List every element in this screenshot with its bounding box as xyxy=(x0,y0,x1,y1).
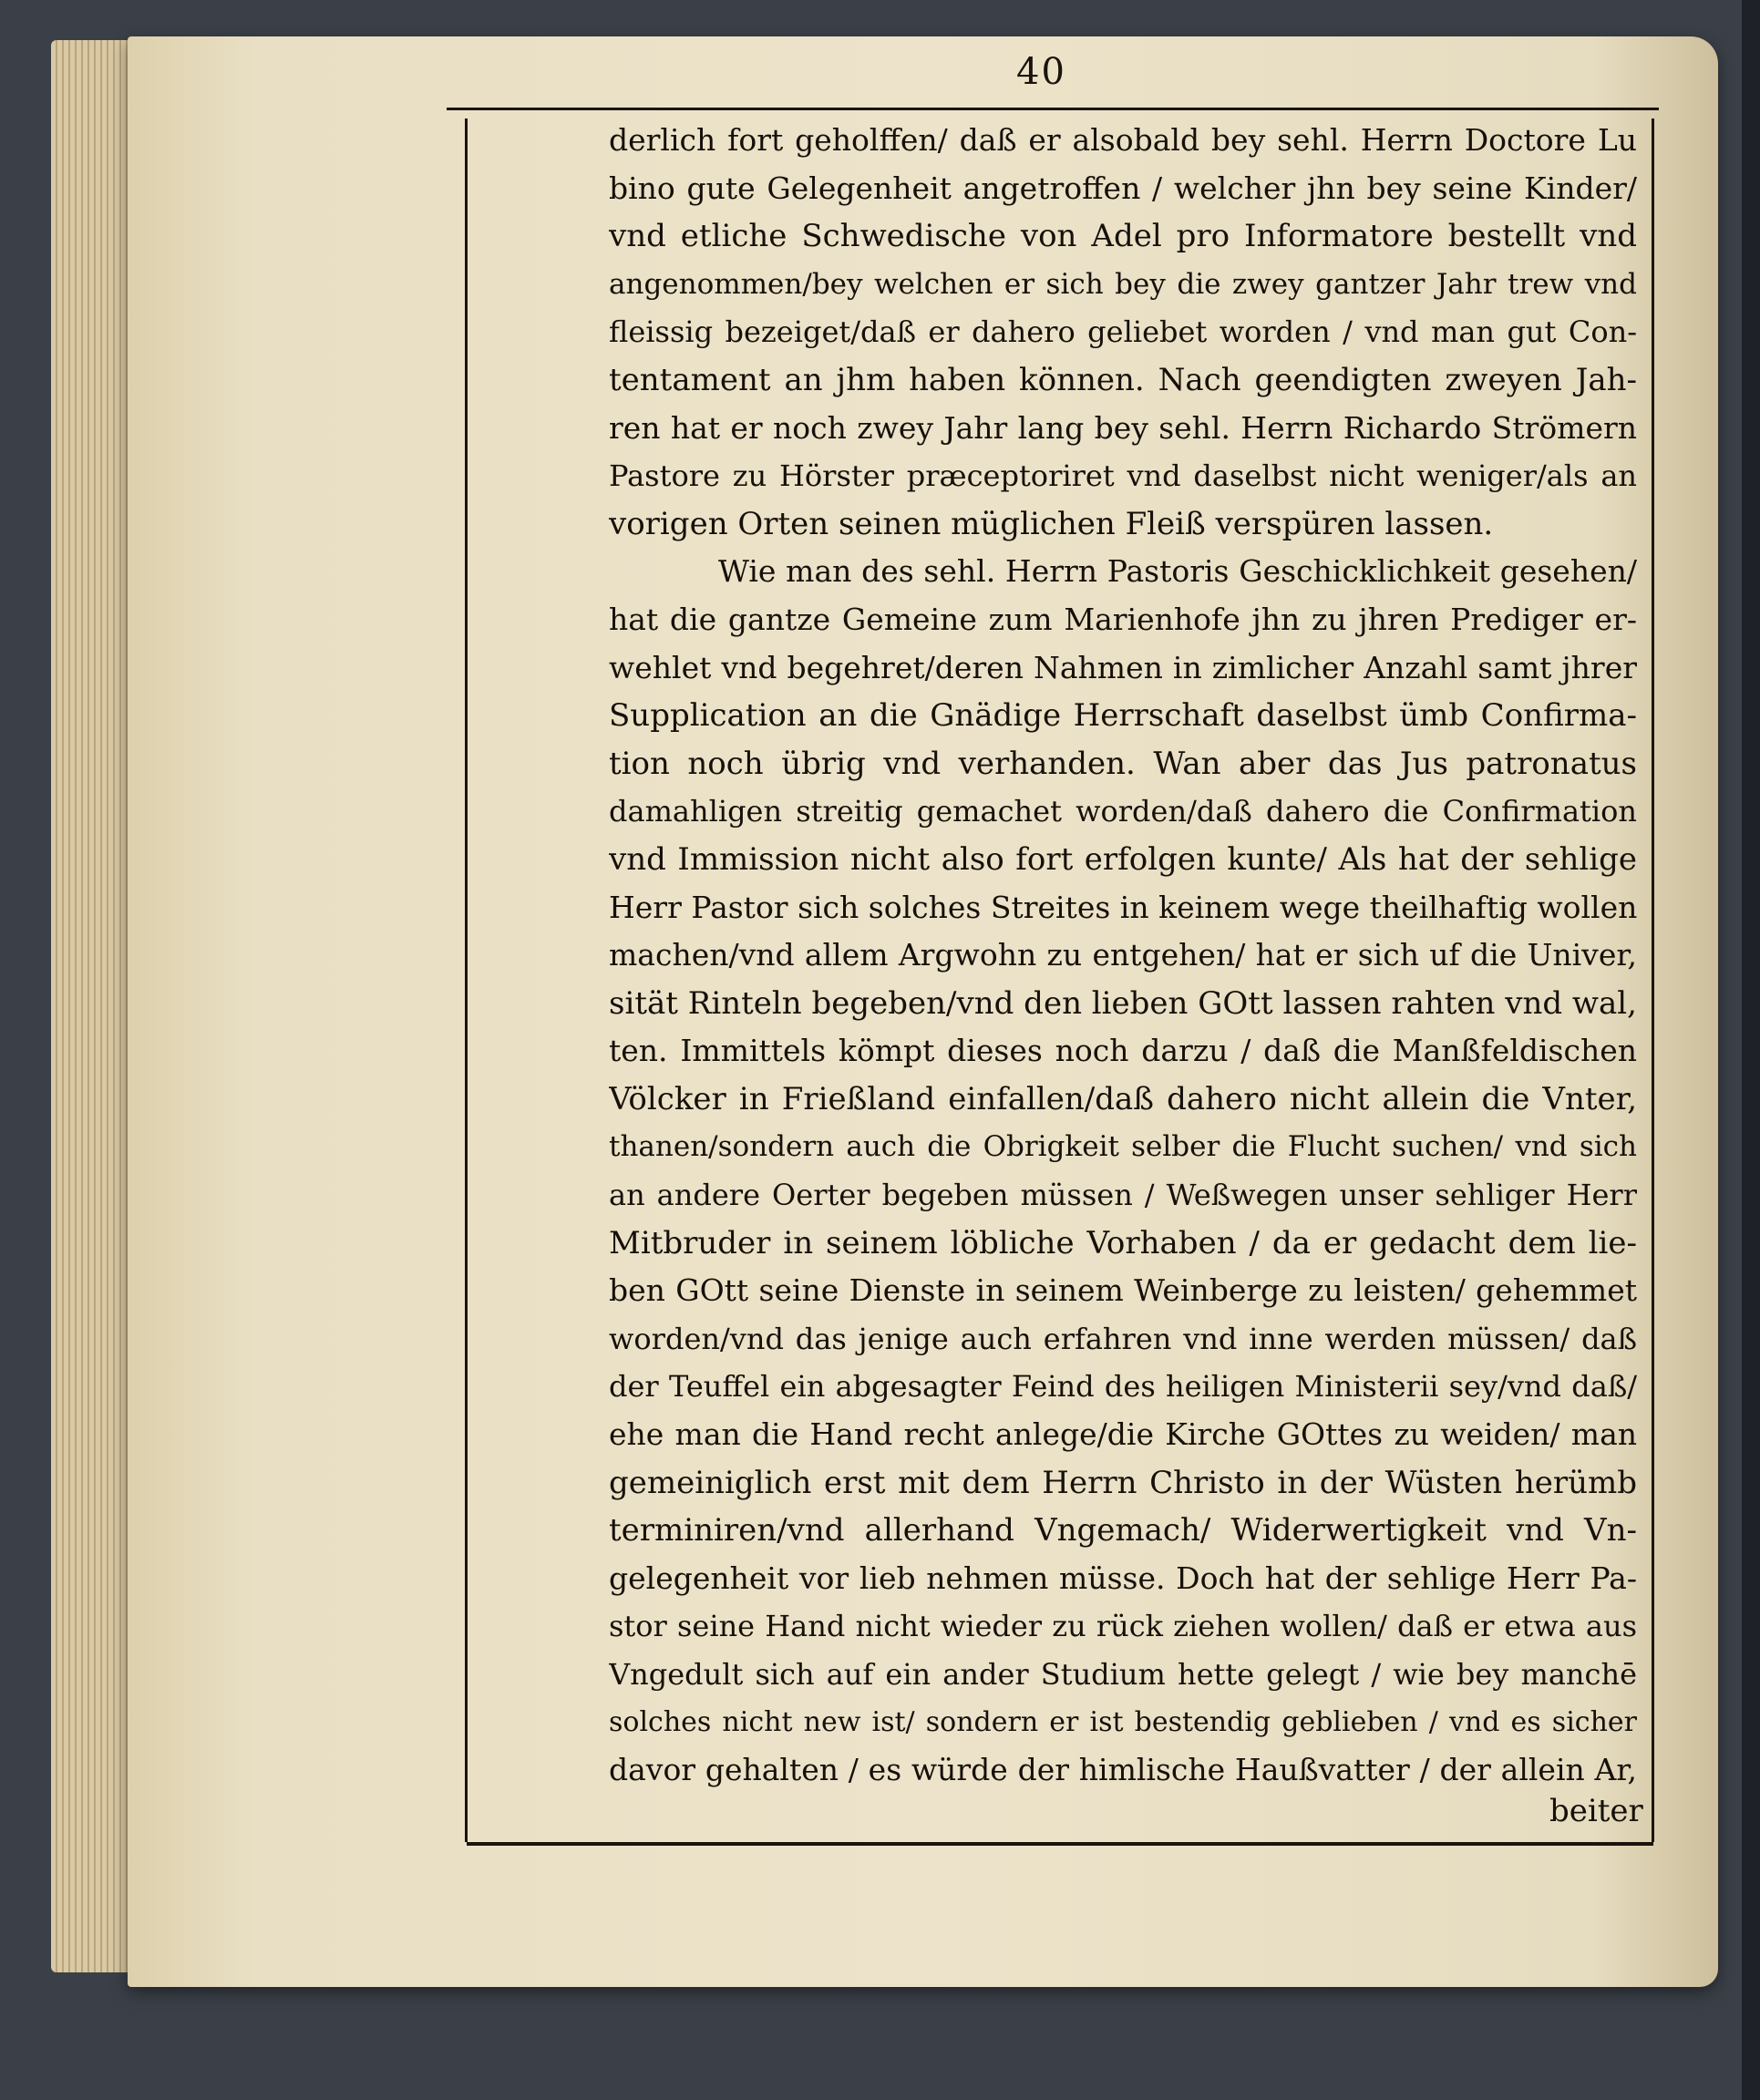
text-line: worden/vnd das jenige auch erfahren vnd inne werden müssen/ daß xyxy=(609,1321,1637,1356)
paragraph-2 xyxy=(609,548,1637,1794)
text-frame-left-rule xyxy=(465,118,468,1842)
text-line: ehe man die Hand recht anlege/die Kirche GOttes zu weiden/ man xyxy=(609,1416,1637,1453)
text-frame-right-rule xyxy=(1652,118,1654,1842)
header-rule xyxy=(447,108,1659,110)
text-line: tion noch übrig vnd verhanden. Wan aber das Jus patronatus xyxy=(609,745,1637,782)
text-line: Mitbruder in seinem löbliche Vorhaben / da er gedacht dem lie- xyxy=(609,1224,1637,1261)
text-line: Wie man des sehl. Herrn Pastoris Geschicklichkeit gesehen/ xyxy=(718,553,1637,590)
catchword: beiter xyxy=(1549,1793,1643,1829)
text-line: hat die gantze Gemeine zum Marienhofe jhn zu jhren Prediger er- xyxy=(609,601,1637,637)
text-line: ten. Immittels kömpt dieses noch darzu / daß die Manßfeldischen xyxy=(609,1033,1637,1069)
text-line: tentament an jhm haben können. Nach geendigten zweyen Jah- xyxy=(609,361,1637,398)
text-line: vnd Immission nicht also fort erfolgen kunte/ Als hat der sehlige xyxy=(609,840,1637,878)
text-line: ben GOtt seine Dienste in seinem Weinberge zu leisten/ gehemmet xyxy=(609,1272,1637,1309)
text-line: gemeiniglich erst mit dem Herrn Christo in der Wüsten herümb xyxy=(609,1464,1637,1501)
text-line: bino gute Gelegenheit angetroffen / welcher jhn bey seine Kinder/ xyxy=(609,170,1637,206)
text-line: vorigen Orten seinen müglichen Fleiß verspüren lassen. xyxy=(609,505,1494,542)
page-number: 40 xyxy=(1016,51,1066,93)
text-line: ren hat er noch zwey Jahr lang bey sehl. Herrn Richardo Strömern xyxy=(609,409,1637,446)
text-line: fleissig bezeiget/daß er dahero geliebet worden / vnd man gut Con- xyxy=(609,314,1637,350)
text-line: Völcker in Frießland einfallen/daß dahero nicht allein die Vnter, xyxy=(609,1080,1637,1117)
text-line: gelegenheit vor lieb nehmen müsse. Doch hat der sehlige Herr Pa- xyxy=(609,1560,1637,1596)
text-line: sität Rinteln begeben/vnd den lieben GOtt lassen rahten vnd wal, xyxy=(609,984,1637,1022)
text-line: der Teuffel ein abgesagter Feind des heiligen Ministerii sey/vnd daß/ xyxy=(609,1369,1637,1405)
text-line: wehlet vnd begehret/deren Nahmen in zimlicher Anzahl samt jhrer xyxy=(609,649,1637,685)
text-frame-bottom-rule xyxy=(467,1842,1653,1846)
text-line: Herr Pastor sich solches Streites in keinem wege theilhaftig wollen xyxy=(609,889,1637,925)
text-line: stor seine Hand nicht wieder zu rück ziehen wollen/ daß er etwa aus xyxy=(609,1609,1637,1644)
text-line: Supplication an die Gnädige Herrschaft daselbst ümb Confirma- xyxy=(609,697,1637,735)
text-line: Vngedult sich auf ein ander Studium hette gelegt / wie bey manchē xyxy=(609,1657,1637,1692)
text-line: vnd etliche Schwedische von Adel pro Informatore bestellt vnd xyxy=(609,218,1637,255)
text-line: damahligen streitig gemachet worden/daß dahero die Confirmation xyxy=(609,794,1637,829)
text-line: davor gehalten / es würde der himlische Haußvatter / der allein Ar, xyxy=(609,1752,1637,1788)
text-line: derlich fort geholffen/ daß er alsobald bey sehl. Herrn Doctore Lu xyxy=(609,122,1637,158)
body-text xyxy=(609,117,1637,1795)
scan-right-edge xyxy=(1742,0,1760,2100)
text-line: angenommen/bey welchen er sich bey die zwey gantzer Jahr trew vnd xyxy=(609,267,1637,301)
text-line: machen/vnd allem Argwohn zu entgehen/ hat er sich uf die Univer, xyxy=(609,937,1637,973)
paragraph-1 xyxy=(609,117,1637,548)
text-line: an andere Oerter begeben müssen / Weßwegen unser sehliger Herr xyxy=(609,1178,1637,1213)
text-line: thanen/sondern auch die Obrigkeit selber die Flucht suchen/ vnd sich xyxy=(609,1130,1637,1164)
text-line: terminiren/vnd allerhand Vngemach/ Widerwertigkeit vnd Vn- xyxy=(609,1512,1637,1549)
text-line: Pastore zu Hörster præceptoriret vnd daselbst nicht weniger/als an xyxy=(609,458,1637,494)
text-line: solches nicht new ist/ sondern er ist bestendig geblieben / vnd es sicher xyxy=(609,1705,1637,1738)
